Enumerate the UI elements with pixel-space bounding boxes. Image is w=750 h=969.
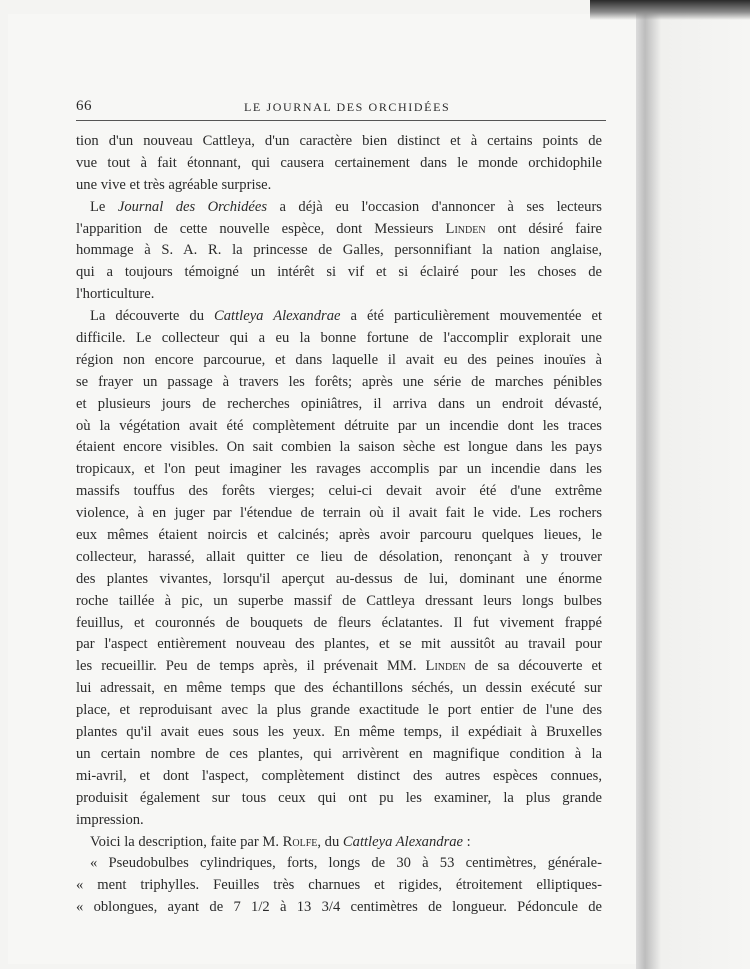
text-line: violence, à en juger par l'étendue de terrain où il avait fait le vide. Les rochers	[76, 505, 602, 522]
text-line: étaient encore visibles. On sait combien la saison sèche est longue dans les pays	[76, 439, 602, 456]
italic-text: Cattleya Alexandrae	[214, 308, 341, 325]
text-line: « Pseudobulbes cylindriques, forts, longs de 30 à 53 centimètres, générale-	[90, 855, 602, 872]
text-line: par l'aspect entièrement nouveau des plantes, et se mit aussitôt au travail pour	[76, 636, 602, 653]
text-run: La découverte du	[90, 308, 215, 325]
text-line: roche taillée à pic, un superbe massif de Cattleya dressant leurs longs bulbes	[76, 592, 602, 609]
text-line: plantes qu'il avait eues sous les yeux. En même temps, il expédiait à Bruxelles	[76, 724, 602, 741]
text-run: Le	[90, 198, 118, 215]
text-run: les recueillir. Peu de temps après, il prévenait MM.	[76, 658, 426, 675]
article-body	[76, 131, 602, 919]
text-run: Voici la description, faite par M.	[90, 833, 283, 850]
italic-text: Journal des Orchidées	[117, 198, 268, 215]
text-line: qui a toujours témoigné un intérêt si vif et si éclairé pour les choses de	[76, 264, 602, 281]
text-run: de sa découverte et	[465, 658, 602, 675]
scan-edge-shadow	[590, 0, 750, 20]
text-line: tion d'un nouveau Cattleya, d'un caractère bien distinct et à certains points de	[76, 133, 602, 149]
text-line	[76, 306, 602, 328]
text-line	[76, 219, 602, 241]
text-line: collecteur, harassé, allait quitter ce lieu de désolation, renonçant à y trouver	[76, 548, 602, 565]
running-title: LE JOURNAL DES ORCHIDÉES	[244, 100, 451, 114]
text-line: se frayer un passage à travers les forêts; après une série de marches pénibles	[76, 373, 602, 390]
text-line: difficile. Le collecteur qui a eu la bonne fortune de l'accomplir explorait une	[76, 330, 602, 347]
text-line: lui adressait, en même temps que des échantillons séchés, un dessin exécuté sur	[76, 680, 602, 697]
text-line: région non encore parcourue, et dans laquelle il avait eu des peines inouïes à	[76, 351, 602, 368]
text-line: « oblongues, ayant de 7 1/2 à 13 3/4 centimètres de longueur. Pédoncule de	[76, 899, 602, 916]
text-run: l'apparition de cette nouvelle espèce, dont Messieurs	[76, 220, 446, 237]
text-run: :	[463, 833, 471, 850]
text-line: eux mêmes étaient noircis et calcinés; après avoir parcouru quelques lieues, le	[76, 527, 602, 544]
text-line: l'horticulture.	[76, 286, 155, 303]
book-gutter	[636, 0, 750, 969]
text-line: où la végétation avait été complètement détruite par un incendie dont les traces	[76, 417, 602, 434]
text-line: mi-avril, et dont l'aspect, complètement distinct des autres espèces connues,	[76, 767, 602, 784]
text-line	[76, 656, 602, 678]
text-line	[76, 197, 602, 219]
text-run: a été particulièrement mouvementée et	[340, 308, 602, 325]
text-line: des plantes vivantes, lorsqu'il aperçut au-dessus de lui, dominant une énorme	[76, 570, 602, 587]
text-line: tropicaux, et l'on peut imaginer les ravages accomplis par un incendie dans les	[76, 461, 602, 478]
text-line: hommage à S. A. R. la princesse de Galles, personnifiant la nation anglaise,	[76, 242, 602, 259]
text-line: « ment triphylles. Feuilles très charnues et rigides, étroitement elliptiques-	[76, 877, 602, 894]
small-caps-name: Linden	[445, 220, 486, 237]
text-line: massifs touffus des forêts vierges; celui-ci devait avoir été d'une extrême	[76, 483, 602, 500]
text-line: impression.	[76, 811, 144, 828]
page-number: 66	[76, 98, 92, 114]
text-line: vue tout à fait étonnant, qui causera certainement dans le monde orchidophile	[76, 154, 602, 171]
small-caps-name: Linden	[425, 658, 466, 675]
text-line: et plusieurs jours de recherches opiniâtres, il arriva dans un endroit dévasté,	[76, 395, 602, 412]
text-line: produisit également sur tous ceux qui ont pu les examiner, la plus grande	[76, 789, 602, 806]
text-run: ont désiré faire	[485, 220, 602, 237]
small-caps-name: Rolfe	[282, 833, 318, 850]
text-line: feuillus, et couronnés de bouquets de fleurs éclatantes. Il fut vivement frappé	[76, 614, 602, 631]
text-run: a déjà eu l'occasion d'annoncer à ses lecteurs	[267, 198, 602, 215]
text-run: , du	[317, 833, 343, 850]
running-header	[76, 98, 606, 121]
text-line	[76, 832, 602, 854]
text-line: un certain nombre de ces plantes, qui arrivèrent en magnifique condition à la	[76, 745, 602, 762]
text-line: une vive et très agréable surprise.	[76, 176, 272, 193]
italic-text: Cattleya Alexandrae	[342, 833, 464, 850]
text-line: place, et reproduisant avec la plus grande exactitude le port entier de l'une des	[76, 702, 602, 719]
